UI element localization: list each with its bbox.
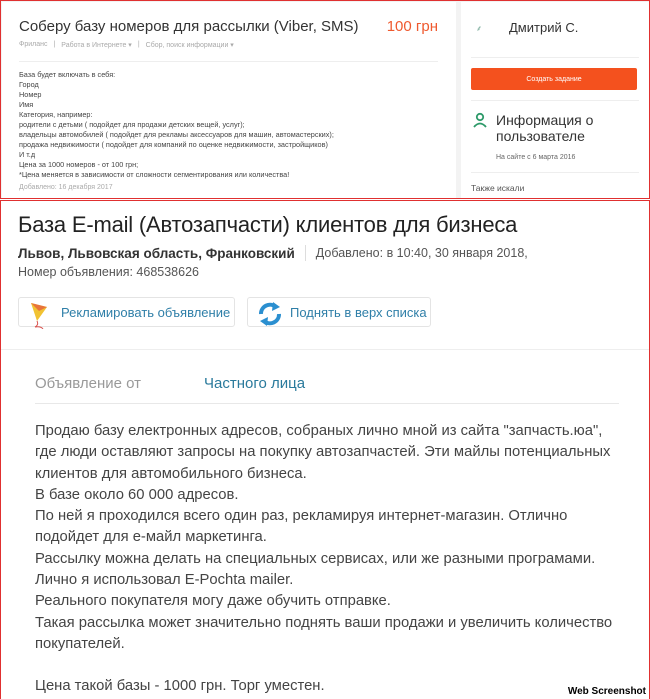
ad-location[interactable]: Львов, Львовская область, Франковский <box>18 245 295 261</box>
desc-paragraph: Реального покупателя могу даже обучить отправке. <box>35 593 391 610</box>
divider <box>19 61 438 62</box>
separator <box>305 245 306 261</box>
desc-line: Категория, например: <box>19 110 93 119</box>
breadcrumb-separator: | <box>53 41 56 48</box>
raise-ad-label: Поднять в верх списка <box>290 304 427 320</box>
create-task-button[interactable]: Создать задание <box>471 68 637 90</box>
divider <box>471 172 639 173</box>
desc-paragraph: Лично я использовал E-Pochta mailer. <box>35 572 294 589</box>
promote-ad-button[interactable] <box>18 297 235 327</box>
ad-number: Номер объявления: 468538626 <box>18 265 199 279</box>
user-sidebar <box>461 2 649 198</box>
divider <box>35 403 619 404</box>
desc-paragraph: По ней я проходился всего один раз, рекламируя интернет-магазин. Отлично подойдет для е-майл маркетинга. <box>35 508 568 546</box>
ad-panel <box>0 200 650 699</box>
desc-line: *Цена меняется в зависимости от сложности сегментирования или количества! <box>19 170 290 179</box>
breadcrumb-separator: | <box>137 41 140 48</box>
desc-paragraph: Рассылку можна делать на специальных сервисах, или же разными програмами. <box>35 550 596 567</box>
desc-line: Имя <box>19 100 34 109</box>
also-searched-heading: Также искали <box>471 183 525 193</box>
promote-ad-label: Рекламировать объявление <box>61 304 231 320</box>
desc-paragraph: Такая рассылка может значительно поднять ваши продажи и увеличить количество покупателей. <box>35 614 613 652</box>
desc-line: И т.д <box>19 150 36 159</box>
member-since: На сайте с 6 марта 2016 <box>496 154 576 161</box>
user-name[interactable]: Дмитрий С. <box>509 20 579 35</box>
task-price: 100 грн <box>386 18 438 35</box>
ad-price-line: Цена такой базы - 1000 грн. Торг уместен. <box>35 678 325 695</box>
desc-line: База будет включать в себя: <box>19 70 116 79</box>
task-added-date: Добавлено: 16 декабря 2017 <box>19 184 113 191</box>
kite-icon <box>27 301 57 329</box>
task-title[interactable]: Соберу базу номеров для рассылки (Viber, SMS) <box>19 18 359 35</box>
desc-line: родители с детьми ( подойдет для продажи детских вещей, услуг); <box>19 120 245 129</box>
ad-meta <box>18 245 528 261</box>
user-icon <box>473 112 487 128</box>
breadcrumb-info-search[interactable]: Сбор, поиск информации ▾ <box>145 42 234 49</box>
divider <box>1 349 649 350</box>
raise-ad-button[interactable] <box>247 297 431 327</box>
ad-description <box>35 421 625 698</box>
task-description <box>19 70 334 180</box>
breadcrumb-internet-work[interactable]: Работа в Интернете ▾ <box>61 42 132 49</box>
desc-line: Цена за 1000 номеров - от 100 грн; <box>19 160 139 169</box>
desc-paragraph: Продаю базу електронных адресов, собраных лично мной из сайта "запчасть.юа", где люди оставляют запросы на покупку автозапчастей. Эти майлы потенциальных клиентов для автомобильного бизнеса. <box>35 423 611 482</box>
task-panel <box>0 0 650 199</box>
desc-line: владельцы автомобилей ( подойдет для рекламы аксессуаров для машин, автомастерских); <box>19 130 334 139</box>
breadcrumb <box>19 41 234 49</box>
ad-added-date: Добавлено: в 10:40, 30 января 2018, <box>315 246 528 260</box>
breadcrumb-freelance[interactable]: Фриланс <box>19 41 48 48</box>
divider <box>471 100 639 101</box>
task-card <box>2 2 456 198</box>
divider <box>471 57 639 58</box>
ad-from-label: Объявление от <box>35 375 142 392</box>
desc-line: Город <box>19 80 39 89</box>
user-info-title: Информация о пользователе <box>496 112 594 144</box>
desc-line: продажа недвижимости ( подойдет для компаний по оценке недвижимости, застройщиков) <box>19 140 328 149</box>
desc-line: Номер <box>19 90 42 99</box>
refresh-icon <box>256 301 284 327</box>
desc-paragraph: В базе около 60 000 адресов. <box>35 486 239 503</box>
ad-from-value[interactable]: Частного лица <box>204 375 306 392</box>
ad-title: База E-mail (Автозапчасти) клиентов для бизнеса <box>18 212 518 237</box>
watermark: Web Screenshot <box>567 686 646 697</box>
avatar-broken-image-icon: ⸙ <box>476 24 482 33</box>
